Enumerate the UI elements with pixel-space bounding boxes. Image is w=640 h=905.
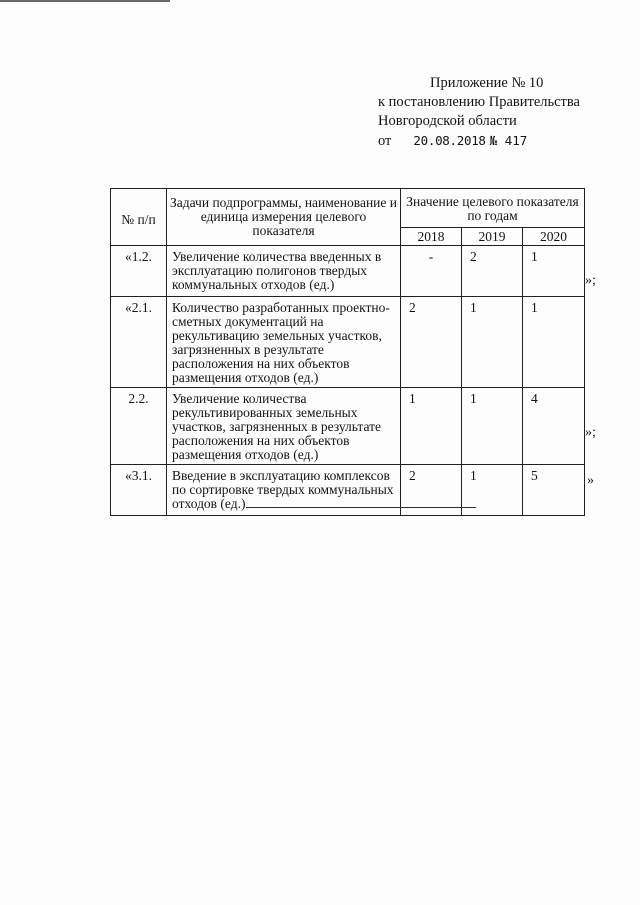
- row-number: «1.2.: [111, 246, 167, 297]
- resolution-date: 20.08.2018: [413, 133, 486, 148]
- row-task: Увеличение количества рекультивированных земельных участков, загрязненных в результате расположения на них объектов размещения отходов (ед.): [167, 388, 401, 465]
- header-number: № п/п: [111, 189, 167, 246]
- row-value-2019: 1: [462, 388, 523, 465]
- row-value-2018: -: [401, 246, 462, 297]
- row-task: Увеличение количества введенных в эксплуатацию полигонов твердых коммунальных отходов (ед.): [167, 246, 401, 297]
- row-number: 2.2.: [111, 388, 167, 465]
- row-task: Количество разработанных проектно-сметных документаций на рекультивацию земельных участков, загрязненных в результате расположения на них объектов размещения отходов (ед.): [167, 297, 401, 388]
- row-number: «2.1.: [111, 297, 167, 388]
- resolution-date-line: [378, 131, 618, 151]
- scan-edge-line: [0, 0, 170, 2]
- table-row: [111, 388, 585, 465]
- row-value-2018: 1: [401, 388, 462, 465]
- closing-quote-mark: »: [587, 473, 594, 488]
- row-value-2020: 5: [523, 465, 585, 516]
- end-rule-divider: [246, 507, 476, 508]
- table-header-row: [111, 189, 585, 228]
- row-value-2019: 2: [462, 246, 523, 297]
- row-value-2018: 2: [401, 465, 462, 516]
- row-value-2020: 4: [523, 388, 585, 465]
- row-value-2019: 1: [462, 297, 523, 388]
- resolution-reference: к постановлению Правительства: [378, 94, 580, 110]
- indicators-table: [110, 188, 585, 516]
- row-number: «3.1.: [111, 465, 167, 516]
- appendix-number: Приложение № 10: [430, 75, 544, 91]
- closing-quote-mark: »;: [585, 273, 596, 288]
- row-task: Введение в эксплуатацию комплексов по сортировке твердых коммунальных отходов (ед.): [167, 465, 401, 516]
- row-value-2020: 1: [523, 246, 585, 297]
- region-name: Новгородской области: [378, 113, 517, 129]
- row-value-2018: 2: [401, 297, 462, 388]
- from-label: от: [378, 133, 392, 149]
- resolution-number: № 417: [489, 133, 528, 148]
- closing-quote-mark: »;: [585, 425, 596, 440]
- header-year: 2018: [401, 228, 462, 246]
- appendix-header: [378, 74, 618, 151]
- row-value-2019: 1: [462, 465, 523, 516]
- header-year: 2020: [523, 228, 585, 246]
- header-target-values: Значение целевого показателя по годам: [401, 189, 585, 228]
- header-task: Задачи подпрограммы, наименование и единица измерения целевого показателя: [167, 189, 401, 246]
- header-year: 2019: [462, 228, 523, 246]
- table-row: [111, 246, 585, 297]
- row-value-2020: 1: [523, 297, 585, 388]
- table-row: [111, 297, 585, 388]
